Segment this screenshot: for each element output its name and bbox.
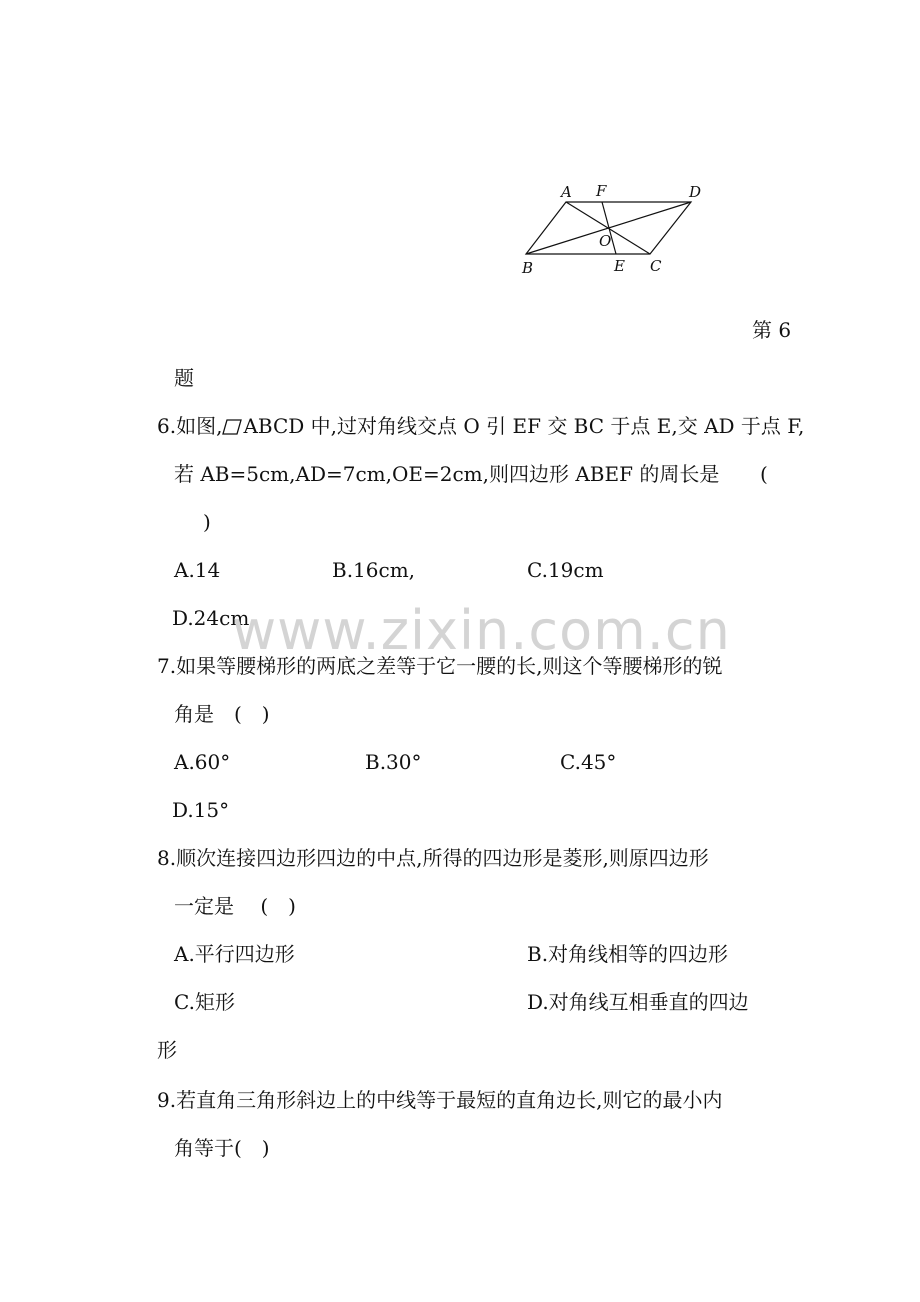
label-e: E <box>614 257 625 275</box>
q8-option-b: B.对角线相等的四边形 <box>527 942 729 966</box>
figure-caption-part1: 第 6 <box>752 318 792 342</box>
q7-line2: 角是 ( ) <box>174 702 270 726</box>
q6-option-a: A.14 <box>174 558 221 582</box>
label-f: F <box>596 182 607 200</box>
q6-paren-open: ( <box>760 462 768 486</box>
q6-option-d: D.24cm <box>172 606 250 630</box>
q8-option-d-line2: 形 <box>157 1038 177 1062</box>
q8-option-c: C.矩形 <box>174 990 235 1014</box>
figure-caption-part2: 题 <box>174 366 194 390</box>
label-o: O <box>599 232 612 250</box>
watermark-text: www.zixin.com.cn <box>232 599 731 662</box>
q6-line1-pre: 如图, <box>176 414 223 438</box>
q8-line2: 一定是 ( ) <box>174 894 296 918</box>
q6-line1-post: ABCD 中,过对角线交点 O 引 EF 交 BC 于点 E,交 AD 于点 F, <box>243 414 805 438</box>
label-a: A <box>561 183 572 201</box>
q6-line1 <box>157 412 804 440</box>
q8-option-d-line1: D.对角线互相垂直的四边 <box>527 990 749 1014</box>
label-d: D <box>689 183 702 201</box>
q6-paren-close: ) <box>203 510 211 534</box>
q8-option-a: A.平行四边形 <box>174 942 295 966</box>
q9-line1: 9.若直角三角形斜边上的中线等于最短的直角边长,则它的最小内 <box>157 1088 723 1112</box>
parallelogram-svg <box>515 178 715 280</box>
q7-option-c: C.45° <box>560 750 617 774</box>
parallelogram-figure <box>515 178 715 280</box>
q6-option-c: C.19cm <box>527 558 604 582</box>
q6-option-b: B.16cm, <box>332 558 416 582</box>
q6-number: 6. <box>157 414 177 438</box>
q7-line1: 7.如果等腰梯形的两底之差等于它一腰的长,则这个等腰梯形的锐 <box>157 654 723 678</box>
q9-line2: 角等于( ) <box>174 1136 270 1160</box>
parallelogram-symbol-icon <box>222 419 242 435</box>
q6-line2: 若 AB=5cm,AD=7cm,OE=2cm,则四边形 ABEF 的周长是 <box>174 462 720 486</box>
q7-option-a: A.60° <box>174 750 231 774</box>
label-b: B <box>522 259 534 277</box>
q7-option-b: B.30° <box>365 750 422 774</box>
q7-option-d: D.15° <box>172 798 230 822</box>
label-c: C <box>650 257 662 275</box>
q8-line1: 8.顺次连接四边形四边的中点,所得的四边形是菱形,则原四边形 <box>157 846 709 870</box>
